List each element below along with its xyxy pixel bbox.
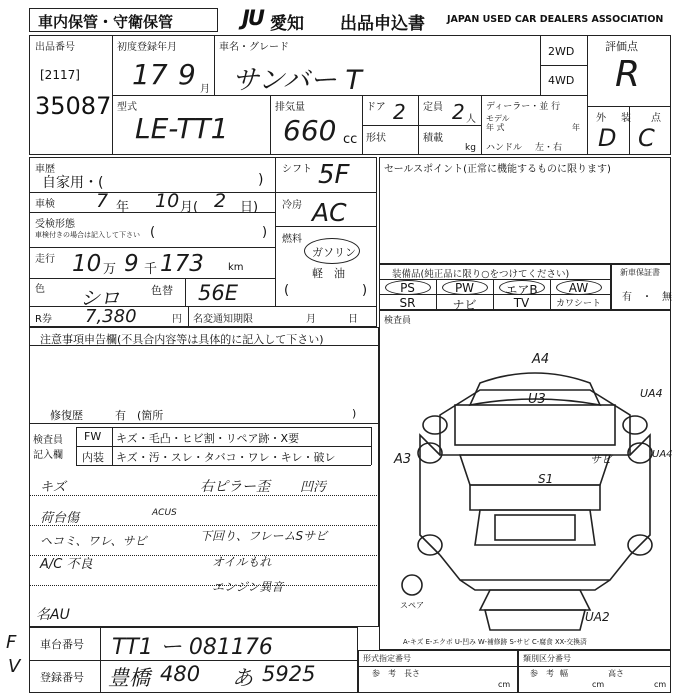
kg-unit: kg xyxy=(465,143,476,153)
grade-point-label: 点 xyxy=(651,113,661,124)
disp-label: 排気量 xyxy=(275,102,305,113)
receipt-open: ( xyxy=(150,225,156,240)
name-change-day: 日 xyxy=(348,314,358,325)
color-value: シロ xyxy=(80,286,120,310)
name-change-label: 名変通知期限 xyxy=(193,314,253,325)
equipment-item: PS xyxy=(400,281,415,295)
margin-v: V xyxy=(8,656,21,677)
diagram-mark-a4: A4 xyxy=(532,352,550,367)
inspection-year-unit: 年 xyxy=(116,200,130,215)
plate-region: 豊橋 xyxy=(108,666,150,690)
diagram-mark-s1: S1 xyxy=(538,472,554,486)
plate-number: 5925 xyxy=(262,662,316,686)
handwritten-note: ヘコミ、ワレ、サビ xyxy=(40,534,147,548)
dealer-year-unit: 年 xyxy=(572,123,580,132)
drive-4wd: 4WD xyxy=(548,74,575,87)
history-close: ) xyxy=(258,172,264,188)
receipt-note: 車検付きの場合は記入して下さい xyxy=(35,231,140,239)
doors-value: 2 xyxy=(393,100,406,124)
doc-title: 出品申込書 xyxy=(340,14,425,34)
recycle-value: 7,380 xyxy=(85,306,137,327)
reg-month-unit: 月 xyxy=(200,84,210,95)
ju-logo: JU xyxy=(242,6,263,30)
diagram-mark-ua4-top: UA4 xyxy=(640,387,663,400)
color-label: 色 xyxy=(35,284,45,295)
color-code: 56E xyxy=(198,281,238,305)
fuel-diesel: 軽 油 xyxy=(312,267,345,280)
inspection-year: 7 xyxy=(96,190,109,212)
mileage-label: 走行 xyxy=(35,254,55,265)
dealer-line1: ディーラー・並 行 xyxy=(486,102,561,112)
chassis-label: 車台番号 xyxy=(40,638,84,651)
lot-small-no: [2117] xyxy=(40,68,80,82)
entry-label2: 記入欄 xyxy=(33,450,63,461)
mileage-unit: km xyxy=(228,262,244,273)
mileage-sen: 9 xyxy=(124,251,139,277)
inspector-label: 検査員 xyxy=(384,316,412,326)
footer-right-height: 高さ xyxy=(608,669,624,678)
mileage-rest: 173 xyxy=(160,251,204,277)
notes-label: 注意事項申告欄(不具合内容等は具体的に記入して下さい) xyxy=(40,333,324,346)
footer-left-label: 形式指定番号 xyxy=(363,654,411,663)
load-label: 積載 xyxy=(423,133,443,144)
reg-month: 9 xyxy=(178,58,196,91)
grade-label: 評価点 xyxy=(605,40,638,53)
footer-left-ref: 参 考 xyxy=(372,669,396,678)
handwritten-note: 下回り、フレームSサビ xyxy=(200,529,328,543)
inspection-month: 10 xyxy=(155,190,180,212)
model-label: 車名・グレード xyxy=(219,42,289,53)
dealer-line2: モデル xyxy=(486,114,510,123)
fuel-circle xyxy=(304,238,360,264)
equipment-item: PW xyxy=(454,281,475,295)
handle-lr: 左・右 xyxy=(535,143,563,153)
model-value: サンバー T xyxy=(232,65,362,96)
recycle-unit: 円 xyxy=(172,314,182,325)
handwritten-note: エンジン異音 xyxy=(212,580,284,594)
equipment-label: 装備品(純正品に限り○をつけてください) xyxy=(392,269,570,280)
repair-close: ) xyxy=(352,407,357,420)
margin-f: F xyxy=(6,632,17,653)
entry-row1: キズ・毛凸・ヒビ割・リペア跡・X要 xyxy=(116,432,300,445)
equipment-item: SR xyxy=(399,296,416,310)
diagram-mark-sabi: サビ xyxy=(590,453,612,466)
diagram-mark-a3: A3 xyxy=(394,452,412,467)
history-label: 車歴 xyxy=(35,164,55,175)
handwritten-note: ACUS xyxy=(152,508,177,518)
footer-right-cm2: cm xyxy=(654,680,667,689)
handle-label: ハンドル xyxy=(486,143,523,153)
inspection-month-unit: 月( xyxy=(180,200,199,215)
mileage-sen-unit: 千 xyxy=(144,262,158,277)
fuel-label: 燃料 xyxy=(282,234,302,245)
type-label: 型式 xyxy=(117,102,137,113)
doors-label: ドア xyxy=(366,102,386,113)
entry-row1-label: FW xyxy=(84,430,102,443)
equipment-item: カワシート xyxy=(555,299,601,309)
recycle-label: R券 xyxy=(35,314,52,325)
lot-number: 35087 xyxy=(35,92,112,120)
equipment-circle xyxy=(499,280,545,295)
footer-left-length: 長さ xyxy=(404,669,420,678)
history-value: 自家用・( xyxy=(42,175,104,191)
spare-label: スペア xyxy=(400,601,424,610)
mileage-man-unit: 万 xyxy=(103,262,117,277)
equipment-circle xyxy=(442,280,488,295)
lot-label: 出品番号 xyxy=(35,42,75,53)
handwritten-note: オイルもれ xyxy=(212,555,272,569)
reg-year: 17 xyxy=(132,58,168,91)
title-box-text: 車内保管・守衛保管 xyxy=(38,13,174,31)
ac-value: AC xyxy=(312,198,347,227)
entry-label1: 検査員 xyxy=(33,435,63,446)
footer-left-cm: cm xyxy=(498,680,511,689)
grade-ext-label: 外 xyxy=(596,113,606,124)
dealer-line3: 年 式 xyxy=(486,123,505,132)
inspection-day-unit: 日) xyxy=(240,200,259,215)
repair-value: 有 (箇所 xyxy=(115,409,164,422)
capacity-value: 2 xyxy=(452,100,465,124)
entry-row2-label: 内装 xyxy=(82,451,104,464)
plate-label: 登録番号 xyxy=(40,671,84,684)
shift-value: 5F xyxy=(318,160,350,190)
inspection-label: 車検 xyxy=(35,199,55,210)
capacity-label: 定員 xyxy=(423,102,443,113)
equipment-circle xyxy=(385,280,431,295)
equipment-item: ナビ xyxy=(452,298,477,312)
receipt-label: 受検形態 xyxy=(35,219,75,230)
grade-exterior: D xyxy=(598,124,617,152)
color-change-label: 色替 xyxy=(151,284,173,297)
warranty-label: 新車保証書 xyxy=(620,268,660,277)
fuel-open: ( xyxy=(284,283,290,298)
assoc-name: JAPAN USED CAR DEALERS ASSOCIATION xyxy=(447,14,664,25)
shape-label: 形状 xyxy=(366,133,386,144)
chassis-value: TT1 ー 081176 xyxy=(112,635,273,660)
capacity-unit: 人 xyxy=(466,114,476,125)
diagram-legend: A-キズ E-エクボ U-凹み W-補修跡 S-サビ C-腐食 XX-交換済 xyxy=(403,638,587,646)
plate-class: 480 xyxy=(160,662,201,686)
equipment-item: AW xyxy=(568,281,589,295)
diagram-mark-ua2: UA2 xyxy=(585,610,610,624)
fuel-close: ) xyxy=(362,283,368,298)
car-diagram xyxy=(394,345,673,645)
grade-value: R xyxy=(615,54,641,95)
handwritten-note: 右ピラー歪 xyxy=(200,479,270,495)
fuel-gasoline: ガソリン xyxy=(312,246,356,259)
warranty-value: 有 ・ 無 xyxy=(622,292,672,303)
reg-label: 初度登録年月 xyxy=(117,42,177,53)
shift-label: シフト xyxy=(282,164,312,175)
handwritten-note: 凹汚 xyxy=(300,480,327,495)
footer-right-label: 類別区分番号 xyxy=(523,654,571,663)
equipment-circle xyxy=(556,280,602,295)
ac-label: 冷房 xyxy=(282,200,302,211)
grade-interior: C xyxy=(638,124,655,152)
footer-right-ref: 参 考 xyxy=(530,669,554,678)
org-name: 愛知 xyxy=(270,14,304,34)
mileage-man: 10 xyxy=(72,251,102,277)
equipment-item: TV xyxy=(513,296,530,310)
inspection-day: 2 xyxy=(214,190,227,212)
repair-label: 修復歴 xyxy=(50,409,83,422)
entry-row2: キズ・汚・スレ・タバコ・ワレ・キレ・破レ xyxy=(116,451,336,464)
left-note: 名AU xyxy=(36,607,70,623)
handwritten-note: A/C 不良 xyxy=(40,557,93,572)
footer-right-width: 幅 xyxy=(560,669,568,678)
sales-point-label: セールスポイント(正常に機能するものに限ります) xyxy=(384,164,611,175)
handwritten-note: キズ xyxy=(40,480,66,495)
footer-right-cm1: cm xyxy=(592,680,605,689)
diagram-mark-u3: U3 xyxy=(528,392,546,407)
grade-int-label: 装 xyxy=(621,113,631,124)
type-value: LE-TT1 xyxy=(135,112,229,145)
disp-value: 660 xyxy=(283,114,337,147)
receipt-close: ) xyxy=(262,225,268,240)
equipment-item: エアB xyxy=(505,283,538,297)
disp-unit: cc xyxy=(343,132,358,147)
drive-2wd: 2WD xyxy=(548,45,575,58)
diagram-mark-ua4-side: UA4 xyxy=(652,449,673,460)
name-change-month: 月 xyxy=(306,314,316,325)
plate-kana: あ xyxy=(232,666,253,690)
handwritten-note: 荷台傷 xyxy=(40,511,80,526)
